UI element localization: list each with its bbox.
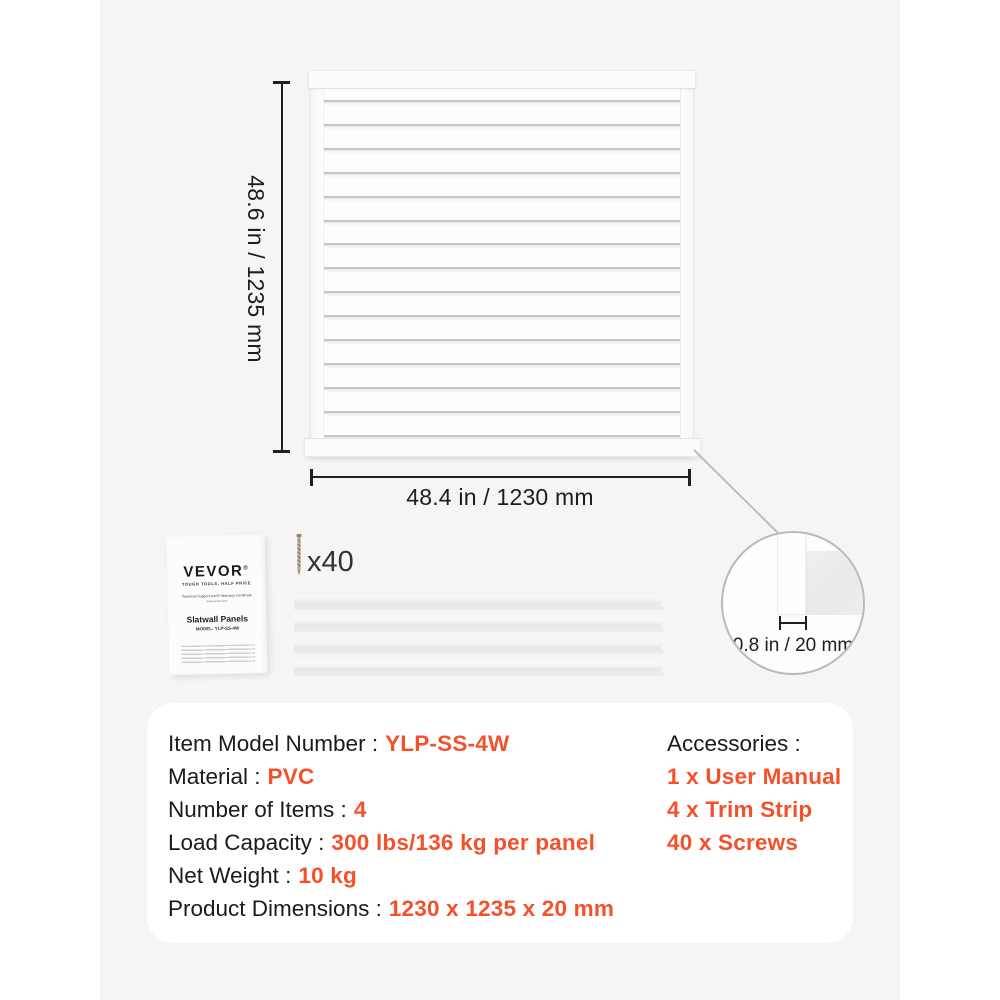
panel-face-detail	[804, 551, 865, 615]
screw-count-label: x40	[307, 546, 354, 578]
slat-groove	[324, 196, 680, 202]
spec-card	[147, 703, 853, 943]
height-dimension-top-cap	[273, 81, 290, 84]
width-dimension-label: 48.4 in / 1230 mm	[406, 484, 594, 510]
slat-groove	[324, 411, 680, 417]
spec-row-model: Item Model Number : YLP-SS-4W	[168, 731, 510, 756]
spec-row-material: Material : PVC	[168, 764, 315, 789]
slat-groove	[324, 148, 680, 154]
slat-groove	[324, 387, 680, 393]
spec-row-items: Number of Items : 4	[168, 797, 367, 822]
width-dimension-line	[311, 476, 691, 478]
panel-top-cap	[308, 70, 696, 89]
slat-groove	[324, 291, 680, 297]
trim-strip-3	[294, 639, 666, 654]
gray-canvas	[100, 0, 900, 1000]
trim-strip-1	[294, 595, 666, 610]
accessory-screws: 40 x Screws	[667, 830, 799, 855]
slat-groove	[324, 315, 680, 321]
thickness-right-cap	[805, 616, 807, 630]
accessory-user-manual: 1 x User Manual	[667, 764, 842, 789]
height-dimension-bottom-cap	[273, 450, 290, 453]
manual-brand-logo: VEVOR®	[183, 562, 250, 581]
height-dimension-label: 48.6 in / 1235 mm	[243, 175, 269, 363]
panel-edge-detail	[777, 531, 806, 615]
spec-list	[168, 727, 614, 925]
leader-line	[694, 450, 778, 533]
thickness-label: 0.8 in / 20 mm	[732, 635, 854, 656]
panel-bottom-cap	[304, 438, 701, 457]
accessories-list	[667, 727, 841, 859]
slat-groove	[324, 220, 680, 226]
trim-strip-4	[294, 661, 666, 676]
manual-support-line: Technical Support and E-Warranty Certificate	[181, 593, 252, 599]
slat-groove	[324, 363, 680, 369]
panel-left-rail	[311, 87, 324, 440]
trim-strip-2	[294, 617, 666, 632]
manual-title: Slatwall Panels	[186, 613, 249, 625]
spec-row-dimensions: Product Dimensions : 1230 x 1235 x 20 mm	[168, 896, 615, 921]
slat-groove	[324, 339, 680, 345]
panel-right-rail	[680, 87, 693, 440]
accessory-trim-strip: 4 x Trim Strip	[667, 797, 813, 822]
slat-groove	[324, 243, 680, 249]
accessories-title: Accessories :	[667, 731, 801, 756]
thickness-dimension-line	[780, 622, 806, 624]
slat-groove	[324, 172, 680, 178]
slatwall-panel-diagram	[310, 70, 694, 457]
thickness-left-cap	[779, 616, 781, 630]
manual-model-line: MODEL: YLP-SS-4W	[195, 625, 240, 632]
slat-groove	[324, 100, 680, 106]
slat-groove	[324, 124, 680, 130]
registered-mark: ®	[243, 565, 250, 572]
screw-icon	[292, 534, 306, 576]
slat-groove	[324, 267, 680, 273]
manual-tagline: TOUGH TOOLS, HALF PRICE	[181, 580, 252, 587]
manual-support-line2: www.vevor.com	[206, 598, 228, 604]
height-dimension-line	[281, 82, 283, 452]
user-manual	[167, 534, 268, 675]
thickness-detail-circle	[721, 531, 865, 675]
spec-row-load-capacity: Load Capacity : 300 lbs/136 kg per panel	[168, 830, 596, 855]
panel-body	[311, 87, 693, 440]
spec-row-net-weight: Net Weight : 10 kg	[168, 863, 357, 888]
manual-fine-print	[181, 644, 256, 664]
